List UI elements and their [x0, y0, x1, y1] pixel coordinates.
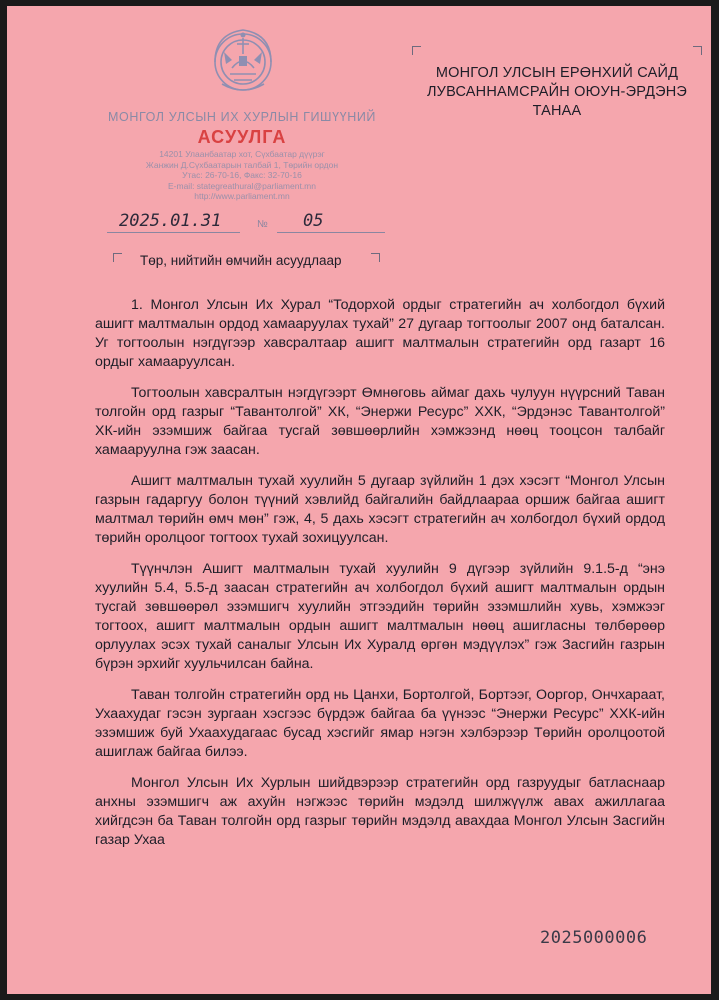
address-line: E-mail: stategreathural@parliament.mn [168, 180, 316, 191]
organization-name: МОНГОЛ УЛСЫН ИХ ХУРЛЫН ГИШҮҮНИЙ [108, 110, 376, 124]
address-line: 14201 Улаанбаатар хот, Сүхбаатар дүүрэг [159, 149, 325, 159]
recipient-line: МОНГОЛ УЛСЫН ЕРӨНХИЙ САЙД [435, 65, 679, 81]
subject-corner-mark [371, 253, 380, 262]
letter-body [95, 296, 665, 861]
letter-page [7, 6, 711, 994]
body-paragraph: 1. Монгол Улсын Их Хурал “Тодорхой ордыг стратегийн ач холбогдол бүхий ашигт малтмалын ордод хамааруулах тухай” 27 дугаар тогтоолыг 2007 онд баталсан. Уг тогтоолын нэгдүгээр хавсралтаар ашигт малтмалын стратегийн орд газарт 16 ордыг хамааруулсан. [95, 297, 665, 371]
recipient-line: ТАНАА [532, 103, 582, 119]
letterhead-address [107, 149, 377, 202]
document-number: 05 [303, 211, 324, 231]
recipient-block [417, 64, 697, 121]
address-line: Жанжин Д.Сүхбаатарын талбай 1, Төрийн ордон [145, 159, 339, 170]
number-underline [277, 232, 385, 233]
number-label: № [257, 219, 268, 230]
body-paragraph: Ашигт малтмалын тухай хуулийн 5 дугаар зүйлийн 1 дэх хэсэгт “Монгол Улсын газрын гадаргуу болон түүний хэвлийд байгалийн байдлаараа оршиж байгаа ашигт малтмал төрийн өмч мөн” гэж, 4, 5 дахь хэсэгт стратегийн ач холбогдол бүхий ордод төрийн оролцоог тогтоох тухай зохицуулсан. [95, 472, 665, 547]
address-line: Утас: 26-70-16, Факс: 32-70-16 [182, 170, 302, 181]
recipient-corner-mark [693, 46, 702, 55]
document-date: 2025.01.31 [119, 211, 222, 231]
address-line: http://www.parliament.mn [194, 191, 290, 202]
serial-number: 2025000006 [540, 928, 648, 948]
subject-line: Төр, нийтийн өмчийн асуудлаар [140, 253, 342, 268]
date-underline [107, 232, 240, 233]
recipient-line: ЛУВСАННАМСРАЙН ОЮУН-ЭРДЭНЭ [426, 84, 688, 100]
body-paragraph: Түүнчлэн Ашигт малтмалын тухай хуулийн 9 дүгээр зүйлийн 9.1.5-д “энэ хуулийн 5.4, 5.5-д заасан стратегийн ач холбогдол бүхий ашигт малтмалын ордын тусгай зөвшөөрөл эзэмшигч хуулийн этгээдийн төрийн эзэмшлийн хувь, хэмжээг тогтоох, ашигт малтмалын ордын ашигт малтмалын нөөц ашигласны төлбөрөөр орлуулах эсэх тухай саналыг Улсын Их Хуралд өргөн мэдүүлэх” гэж Засгийн газрын бүрэн эрхийг хуульчилсан байна. [95, 560, 665, 673]
subject-corner-mark [113, 253, 122, 262]
body-paragraph: Тогтоолын хавсралтын нэгдүгээрт Өмнөговь аймаг дахь чулуун нүүрсний Таван толгойн орд газрыг “Тавантолгой” ХК, “Энержи Ресурс” ХХК, “Эрдэнэс Тавантолгой” ХК-ийн эзэмшиж байгаа тусгай зөвшөөрлийн хэмжээнд нөөц тооцсон талбайг хамааруулна гэж заасан. [95, 384, 665, 459]
body-paragraph: Таван толгойн стратегийн орд нь Цанхи, Бортолгой, Бортээг, Ооргор, Ончхараат, Ухаахудаг гэсэн зургаан хэсгээс бүрдэж байгаа ба үүнээс “Энержи Ресурс” ХХК-ийн эзэмшиж буй Ухаахудагаас бусад хэсгийг ямар нэгэн хэлбэрээр Төрийн оролцоотой ашиглаж байгаа билээ. [95, 686, 665, 760]
document-type: АСУУЛГА [197, 127, 287, 147]
state-emblem-icon [210, 24, 276, 98]
body-paragraph: Монгол Улсын Их Хурлын шийдвэрээр стратегийн орд газруудыг батлаcнаар анхны эзэмшигч аж ахуйн нэгжээс төрийн мэдэлд шилжүүлж авах ажиллагаа хийгдсэн ба Таван толгойн орд газрыг төрийн мэдэлд авахдаа Монгол Улсын Засгийн газар Ухаа [95, 774, 665, 848]
recipient-corner-mark [412, 46, 421, 55]
